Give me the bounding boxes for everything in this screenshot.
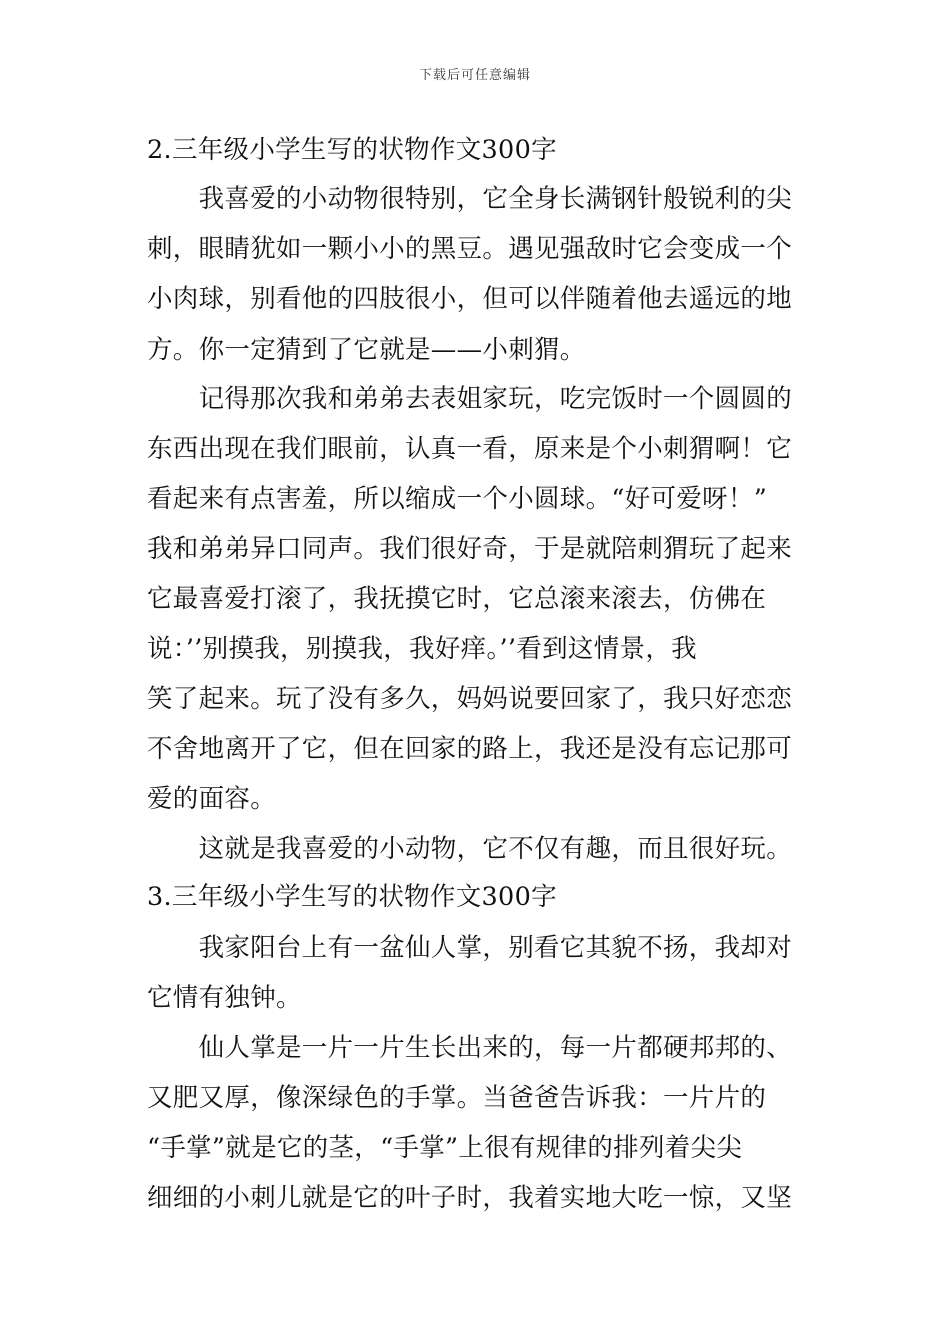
page-header: 下载后可任意编辑 — [418, 68, 531, 83]
text-line: 看起来有点害羞，所以缩成一个小圆球。“好可爱呀！” — [147, 484, 768, 514]
text-line: 刺，眼睛犹如一颗小小的黑豆。遇见强敌时它会变成一个 — [147, 234, 793, 264]
text-line: 东西出现在我们眼前，认真一看，原来是个小刺猬啊！它 — [147, 434, 793, 464]
text-line: 笑了起来。玩了没有多久，妈妈说要回家了，我只好恋恋 — [147, 684, 793, 714]
text-line: 小肉球，别看他的四肢很小，但可以伴随着他去遥远的地 — [147, 284, 793, 314]
text-line: 它最喜爱打滚了，我抚摸它时，它总滚来滚去，仿佛在 — [147, 584, 767, 614]
text-line: 我喜爱的小动物很特别，它全身长满钢针般锐利的尖 — [147, 184, 793, 214]
heading-2: 2.三年级小学生写的状物作文300字 — [147, 135, 557, 165]
text-line: 细细的小刺儿就是它的叶子时，我着实地大吃一惊，又坚 — [147, 1183, 793, 1213]
text-line: 不舍地离开了它，但在回家的路上，我还是没有忘记那可 — [147, 734, 793, 764]
text-line: 说：’’别摸我，别摸我，我好痒。’’看到这情景，我 — [147, 634, 697, 664]
text-line: 记得那次我和弟弟去表姐家玩，吃完饭时一个圆圆的 — [147, 384, 793, 414]
text-line: 方。你一定猜到了它就是——小刺猬。 — [147, 335, 586, 365]
text-line: 这就是我喜爱的小动物，它不仅有趣，而且很好玩。 — [147, 834, 793, 864]
text-line: 我和弟弟异口同声。我们很好奇，于是就陪刺猬玩了起来 — [147, 534, 793, 564]
text-line: “手掌”就是它的茎，“手掌”上很有规律的排列着尖尖 — [147, 1133, 743, 1163]
text-line: 它情有独钟。 — [147, 983, 302, 1013]
text-line: 仙人掌是一片一片生长出来的，每一片都硬邦邦的、 — [147, 1033, 793, 1063]
text-line: 爱的面容。 — [147, 784, 277, 814]
heading-3: 3.三年级小学生写的状物作文300字 — [147, 882, 557, 912]
text-line: 又肥又厚，像深绿色的手掌。当爸爸告诉我：一片片的 — [147, 1083, 767, 1113]
text-line: 我家阳台上有一盆仙人掌，别看它其貌不扬，我却对 — [147, 933, 793, 963]
